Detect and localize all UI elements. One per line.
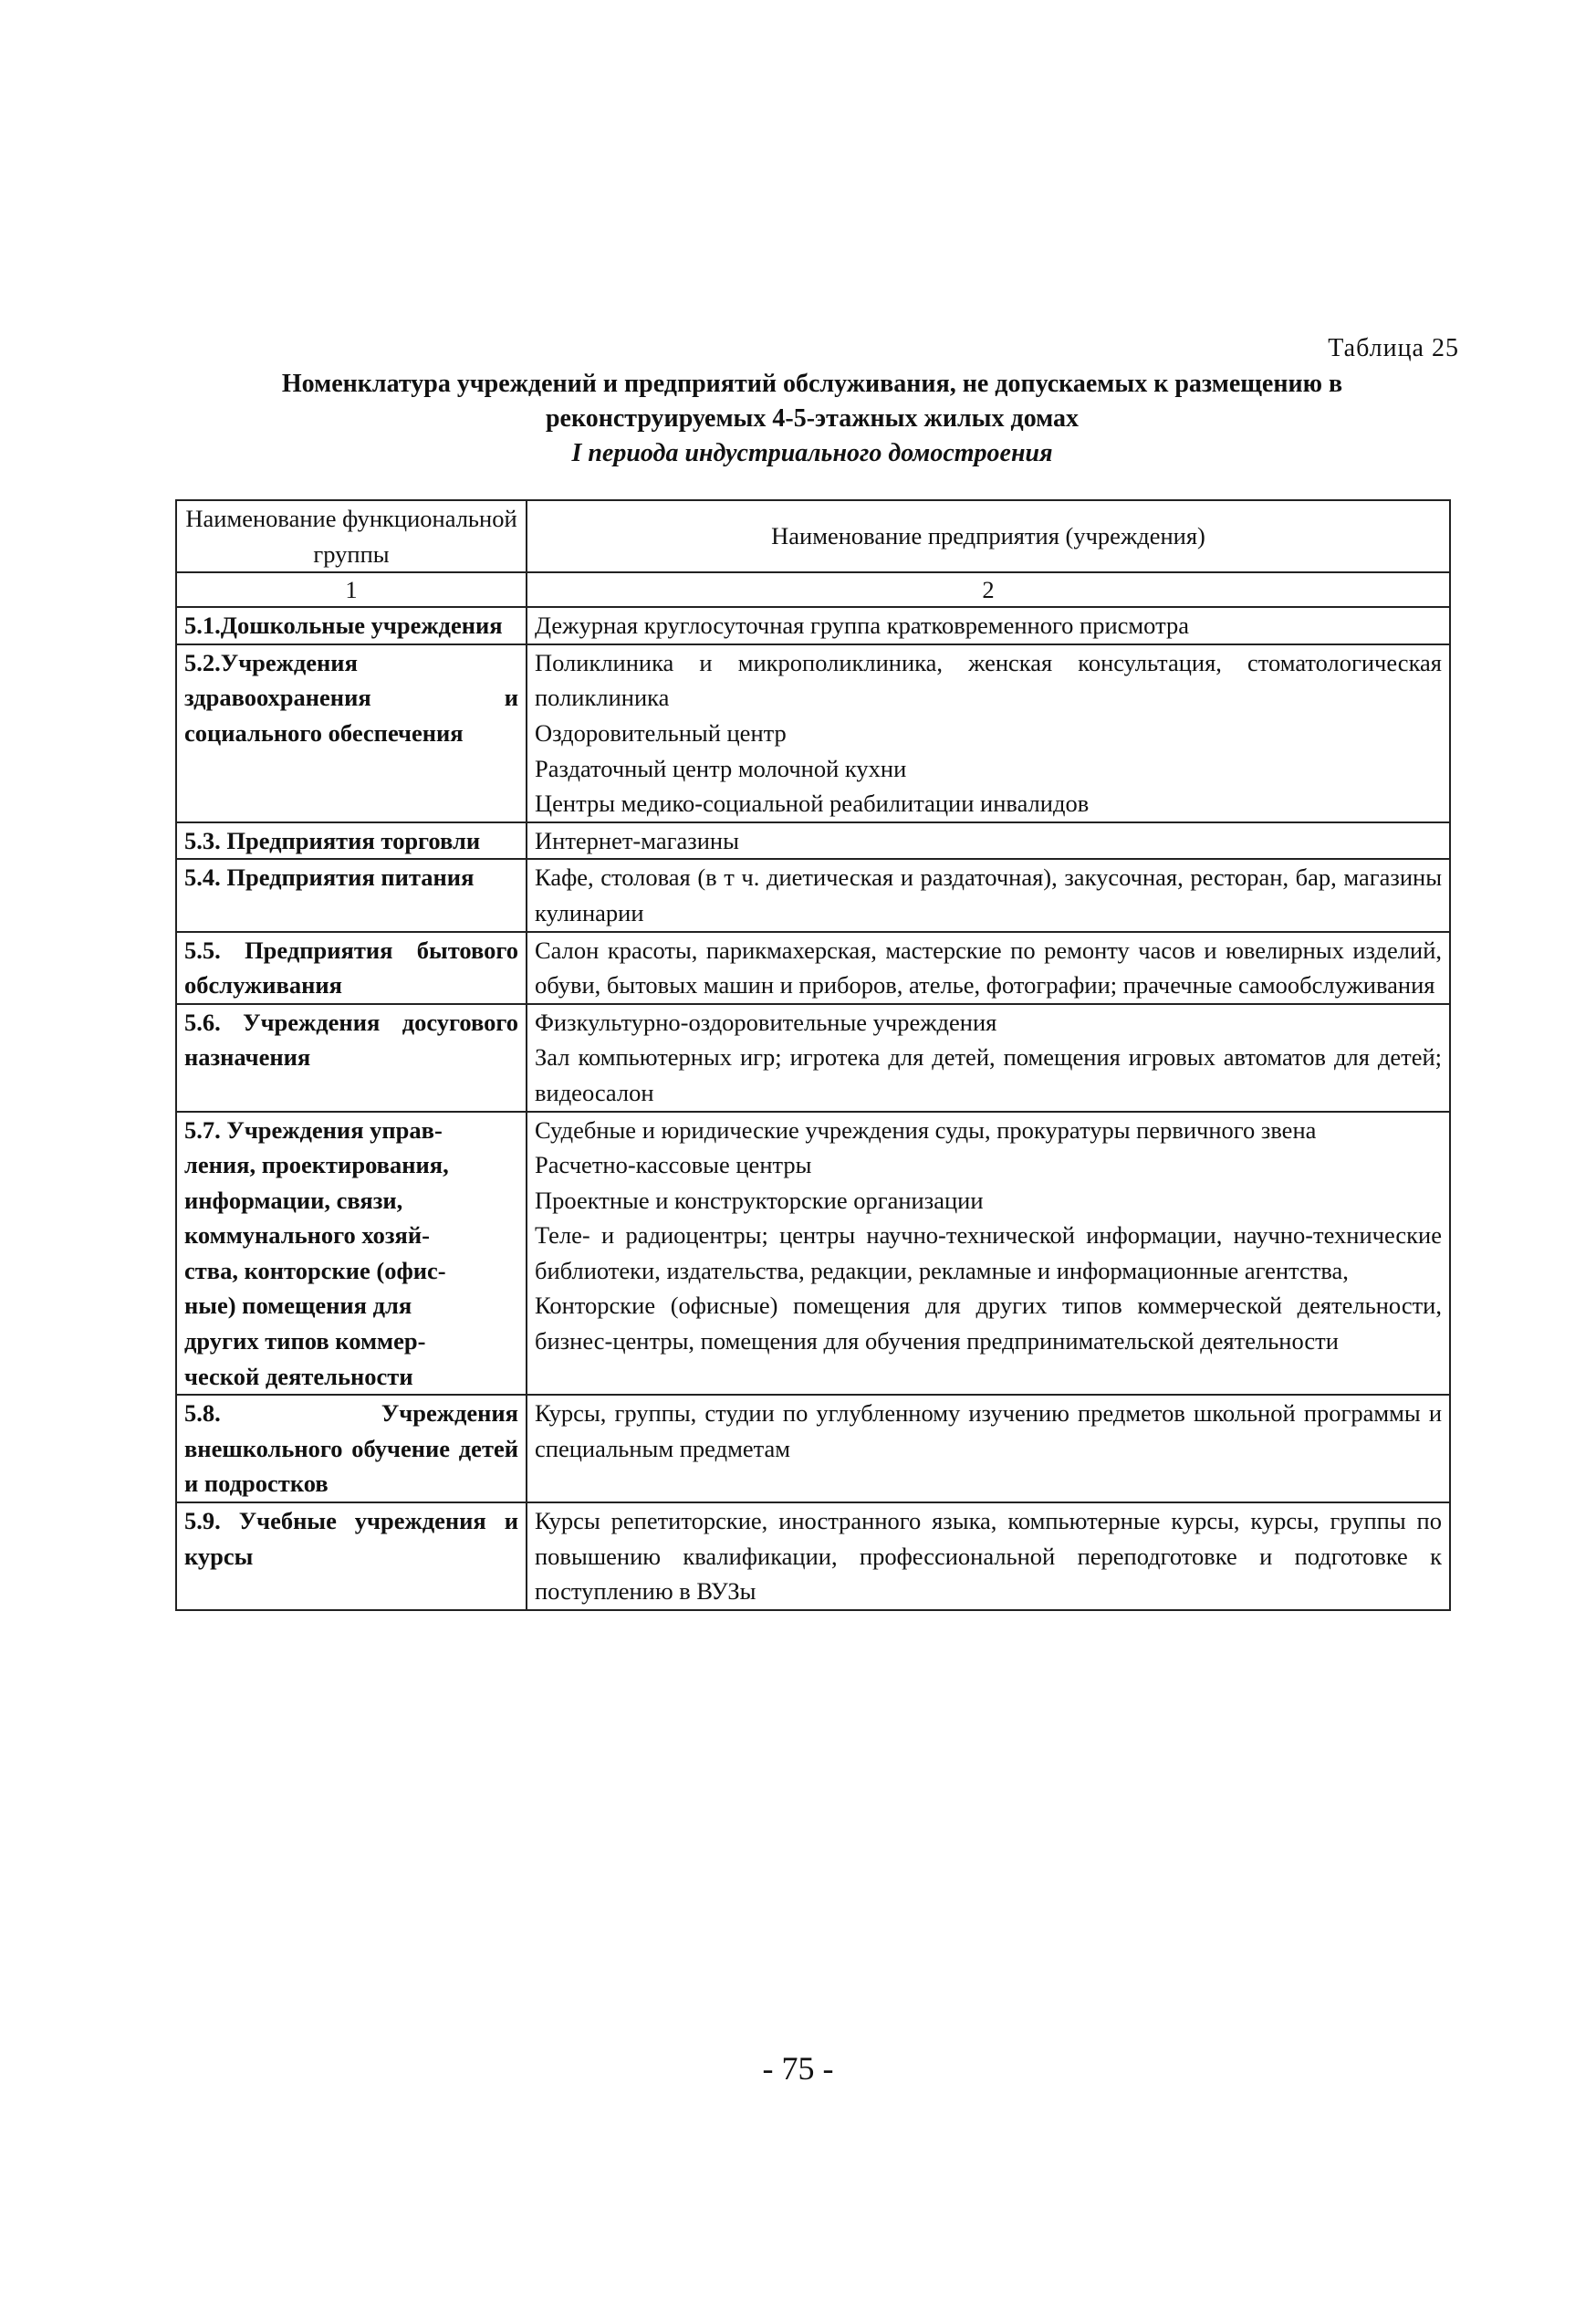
column-index-2: 2 [527, 572, 1450, 607]
enterprise-list-cell [527, 1502, 1450, 1610]
page-number: - 75 - [762, 2050, 834, 2087]
caption-line-3: I периода индустриального домостроения [571, 439, 1053, 467]
table-number: Таблица 25 [1328, 334, 1459, 362]
enterprise-item: Центры медико-социальной реабилитации инвалидов [535, 790, 1090, 818]
nomenclature-table [175, 499, 1451, 1611]
enterprise-item: Конторские (офисные) помещения для других типов коммерческой деятельности, бизнес-центры, помещения для обучения предпринимательской деятельности [535, 1292, 1442, 1355]
enterprise-item: Курсы, группы, студии по углубленному изучению предметов школьной программы и специальным предметам [535, 1399, 1442, 1462]
table-row [176, 1395, 1450, 1502]
table-row [176, 1004, 1450, 1112]
group-name-cell [176, 1112, 527, 1396]
enterprise-item: Кафе, столовая (в т ч. диетическая и раздаточная), закусочная, ресторан, бар, магазины кулинарии [535, 863, 1442, 926]
enterprise-list-cell [527, 1112, 1450, 1396]
group-name-cell: 5.2.Учреждения здравоохранения и социального обеспечения [176, 644, 527, 822]
group-name-cell: 5.3. Предприятия торговли [176, 822, 527, 860]
enterprise-item: Зал компьютерных игр; игротека для детей, помещения игровых автоматов для детей; видеосалон [535, 1043, 1442, 1106]
enterprise-item: Судебные и юридические учреждения суды, прокуратуры первичного звена [535, 1115, 1317, 1144]
group-name-cell: 5.4. Предприятия питания [176, 859, 527, 931]
enterprise-item: Проектные и конструкторские организации [535, 1186, 984, 1214]
table-header-row [176, 500, 1450, 572]
enterprise-item: Расчетно-кассовые центры [535, 1151, 812, 1179]
enterprise-list-cell [527, 932, 1450, 1004]
enterprise-list-cell [527, 644, 1450, 822]
enterprise-item: Раздаточный центр молочной кухни [535, 754, 907, 782]
enterprise-item: Физкультурно-оздоровительные учреждения [535, 1008, 997, 1036]
table-row [176, 644, 1450, 822]
enterprise-list-cell [527, 822, 1450, 860]
enterprise-list-cell [527, 859, 1450, 931]
table-row [176, 859, 1450, 931]
caption-line-2: реконструируемых 4-5-этажных жилых домах [545, 404, 1080, 433]
group-name-cell: 5.1.Дошкольные учреждения [176, 607, 527, 644]
enterprise-list-cell [527, 1395, 1450, 1502]
enterprise-item: Интернет-магазины [535, 826, 739, 854]
enterprise-item: Теле- и радиоцентры; центры научно-технической информации, научно-технические библиотеки, издательства, редакции, рекламные и информационные агентства, [535, 1221, 1442, 1284]
group-name-cell: 5.6. Учреждения досугового назначения [176, 1004, 527, 1112]
enterprise-item: Дежурная круглосуточная группа кратковременного присмотра [535, 612, 1190, 640]
enterprise-item: Оздоровительный центр [535, 718, 787, 747]
column-index-row [176, 572, 1450, 607]
enterprise-item: Поликлиника и микрополиклиника, женская консультация, стоматологическая поликлиника [535, 648, 1442, 712]
table-body [176, 607, 1450, 1610]
column-index-1: 1 [176, 572, 527, 607]
table-row [176, 822, 1450, 860]
enterprise-list-cell [527, 607, 1450, 644]
group-name-cell: 5.5. Предприятия бытового обслуживания [176, 932, 527, 1004]
group-name-line: ные) помещения для [184, 1292, 412, 1320]
enterprise-item: Салон красоты, парикмахерская, мастерские по ремонту часов и ювелирных изделий, обуви, бытовых машин и приборов, ателье, фотографии; прачечные самообслуживания [535, 936, 1442, 999]
group-name-cell: 5.9. Учебные учреждения и курсы [176, 1502, 527, 1610]
group-name-line: 5.7. Учреждения управ- [184, 1115, 443, 1144]
group-name-line: информации, связи, [184, 1186, 403, 1214]
table-row [176, 1112, 1450, 1396]
enterprise-list-cell [527, 1004, 1450, 1112]
table-row [176, 607, 1450, 644]
group-name-line: ления, проектирования, [184, 1151, 449, 1179]
group-name-line: ства, конторские (офис- [184, 1256, 446, 1284]
header-enterprise: Наименование предприятия (учреждения) [527, 500, 1450, 572]
group-name-line: других типов коммер- [184, 1327, 426, 1355]
enterprise-item: Курсы репетиторские, иностранного языка, компьютерные курсы, курсы, группы по повышению квалификации, профессиональной переподготовке и подготовке к поступлению в ВУЗы [535, 1507, 1442, 1606]
header-functional-group: Наименование функциональной группы [176, 500, 527, 572]
group-name-line: ческой деятельности [184, 1362, 413, 1390]
group-name-line: коммунального хозяй- [184, 1221, 430, 1250]
group-name-cell: 5.8. Учреждения внешкольного обучение детей и подростков [176, 1395, 527, 1502]
table-row [176, 1502, 1450, 1610]
table-caption [169, 367, 1455, 471]
table-row [176, 932, 1450, 1004]
caption-line-1: Номенклатура учреждений и предприятий обслуживания, не допускаемых к размещению в [281, 370, 1343, 398]
